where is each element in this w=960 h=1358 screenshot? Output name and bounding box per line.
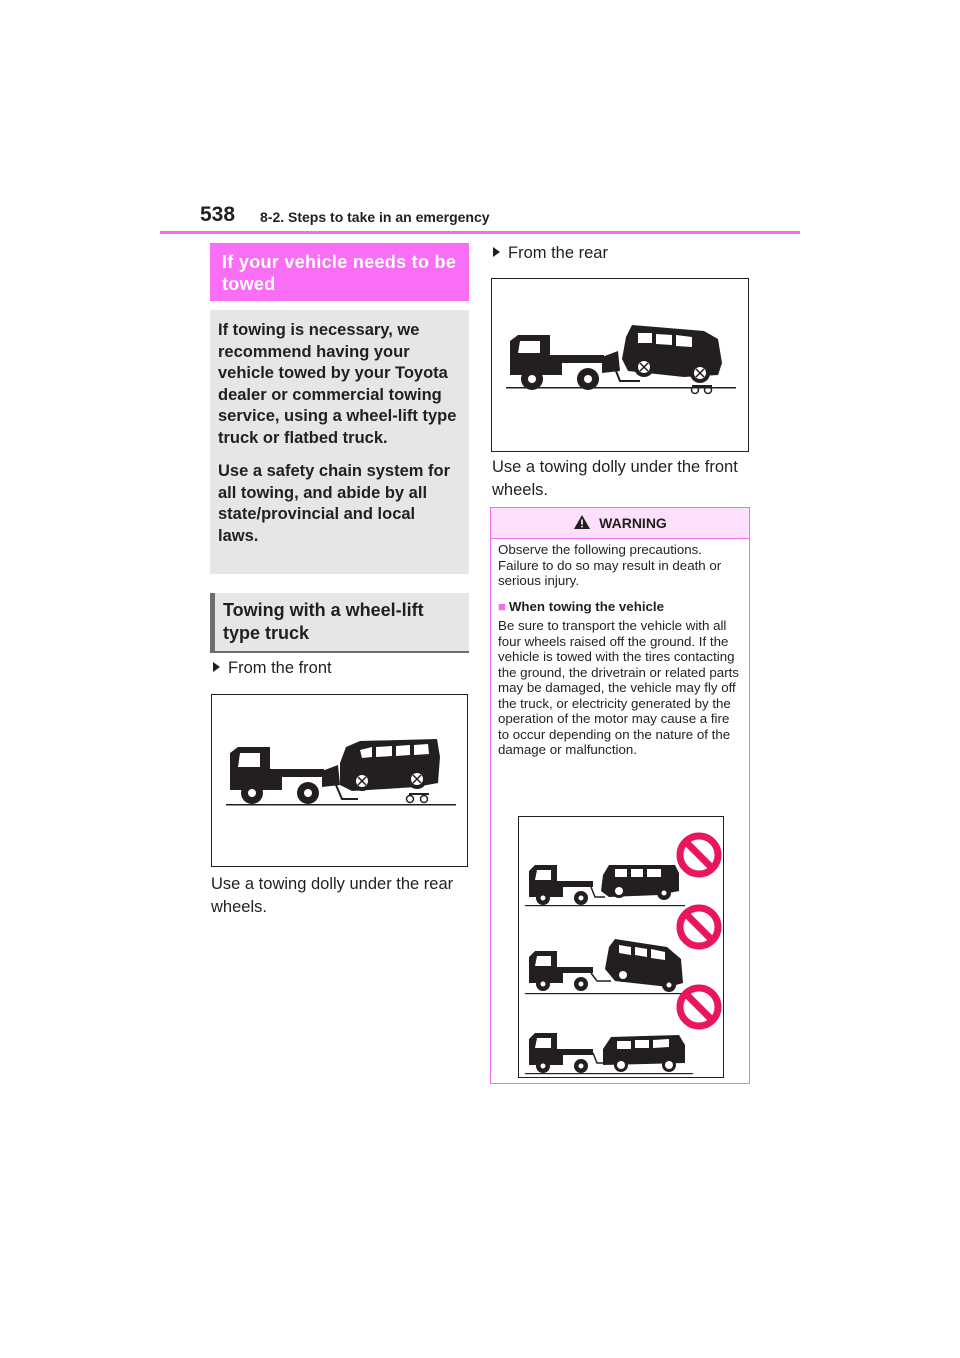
prohibited-towing-illustration: [519, 817, 723, 1077]
warning-subhead-text: When towing the vehicle: [508, 598, 665, 614]
warning-intro: Observe the following precautions. Failure to do so may result in death or serious injury.: [498, 542, 722, 588]
rear-label-text: From the rear: [508, 244, 608, 262]
bullet-arrow-icon: [493, 247, 500, 257]
warning-triangle-icon: [573, 514, 591, 530]
square-bullet-icon: ■: [498, 598, 506, 614]
front-caption: Use a towing dolly under the rear wheels.: [211, 875, 454, 916]
heading-rule: [210, 651, 469, 653]
warning-body: [498, 542, 743, 768]
front-label-text: From the front: [228, 659, 332, 677]
towed-heading: If your vehicle needs to be towed: [210, 243, 469, 301]
rear-caption: Use a towing dolly under the front wheels.: [492, 458, 738, 499]
prohibited-towing-figure: [518, 816, 724, 1078]
rear-label: [493, 244, 608, 263]
wheel-lift-heading: [210, 593, 469, 651]
section-title: 8-2. Steps to take in an emergency: [260, 209, 490, 225]
towed-paragraph-1: If towing is necessary, we recommend having your vehicle towed by your Toyota dealer or commercial towing service, using a wheel-lift type truck or flatbed truck.: [218, 321, 457, 447]
warning-text: Be sure to transport the vehicle with all four wheels raised off the ground. If the vehicle is towed with the tires contacting the ground, the drivetrain or related parts may be damaged, the vehicle may fly off the truck, or electricity generated by the operation of the motor may cause a fire to occur depending on the nature of the damage or malfunction.: [498, 618, 739, 757]
warning-subhead: [498, 599, 743, 615]
front-tow-figure: [211, 694, 468, 867]
warning-title: WARNING: [599, 515, 667, 531]
bullet-arrow-icon: [213, 662, 220, 672]
towed-paragraph-2: Use a safety chain system for all towing, and abide by all state/provincial and local laws.: [218, 462, 451, 545]
rear-tow-figure: [491, 278, 749, 452]
front-tow-illustration: [212, 695, 467, 866]
towed-info-box: [210, 310, 469, 574]
warning-box: [490, 507, 750, 1084]
wheel-lift-heading-text: Towing with a wheel-lift type truck: [223, 600, 424, 643]
page-number: 538: [200, 203, 236, 226]
warning-header: [491, 508, 749, 539]
heading-bar: [210, 593, 215, 651]
front-label: [213, 659, 332, 678]
rear-tow-illustration: [492, 279, 748, 451]
header-rule: [160, 231, 800, 234]
